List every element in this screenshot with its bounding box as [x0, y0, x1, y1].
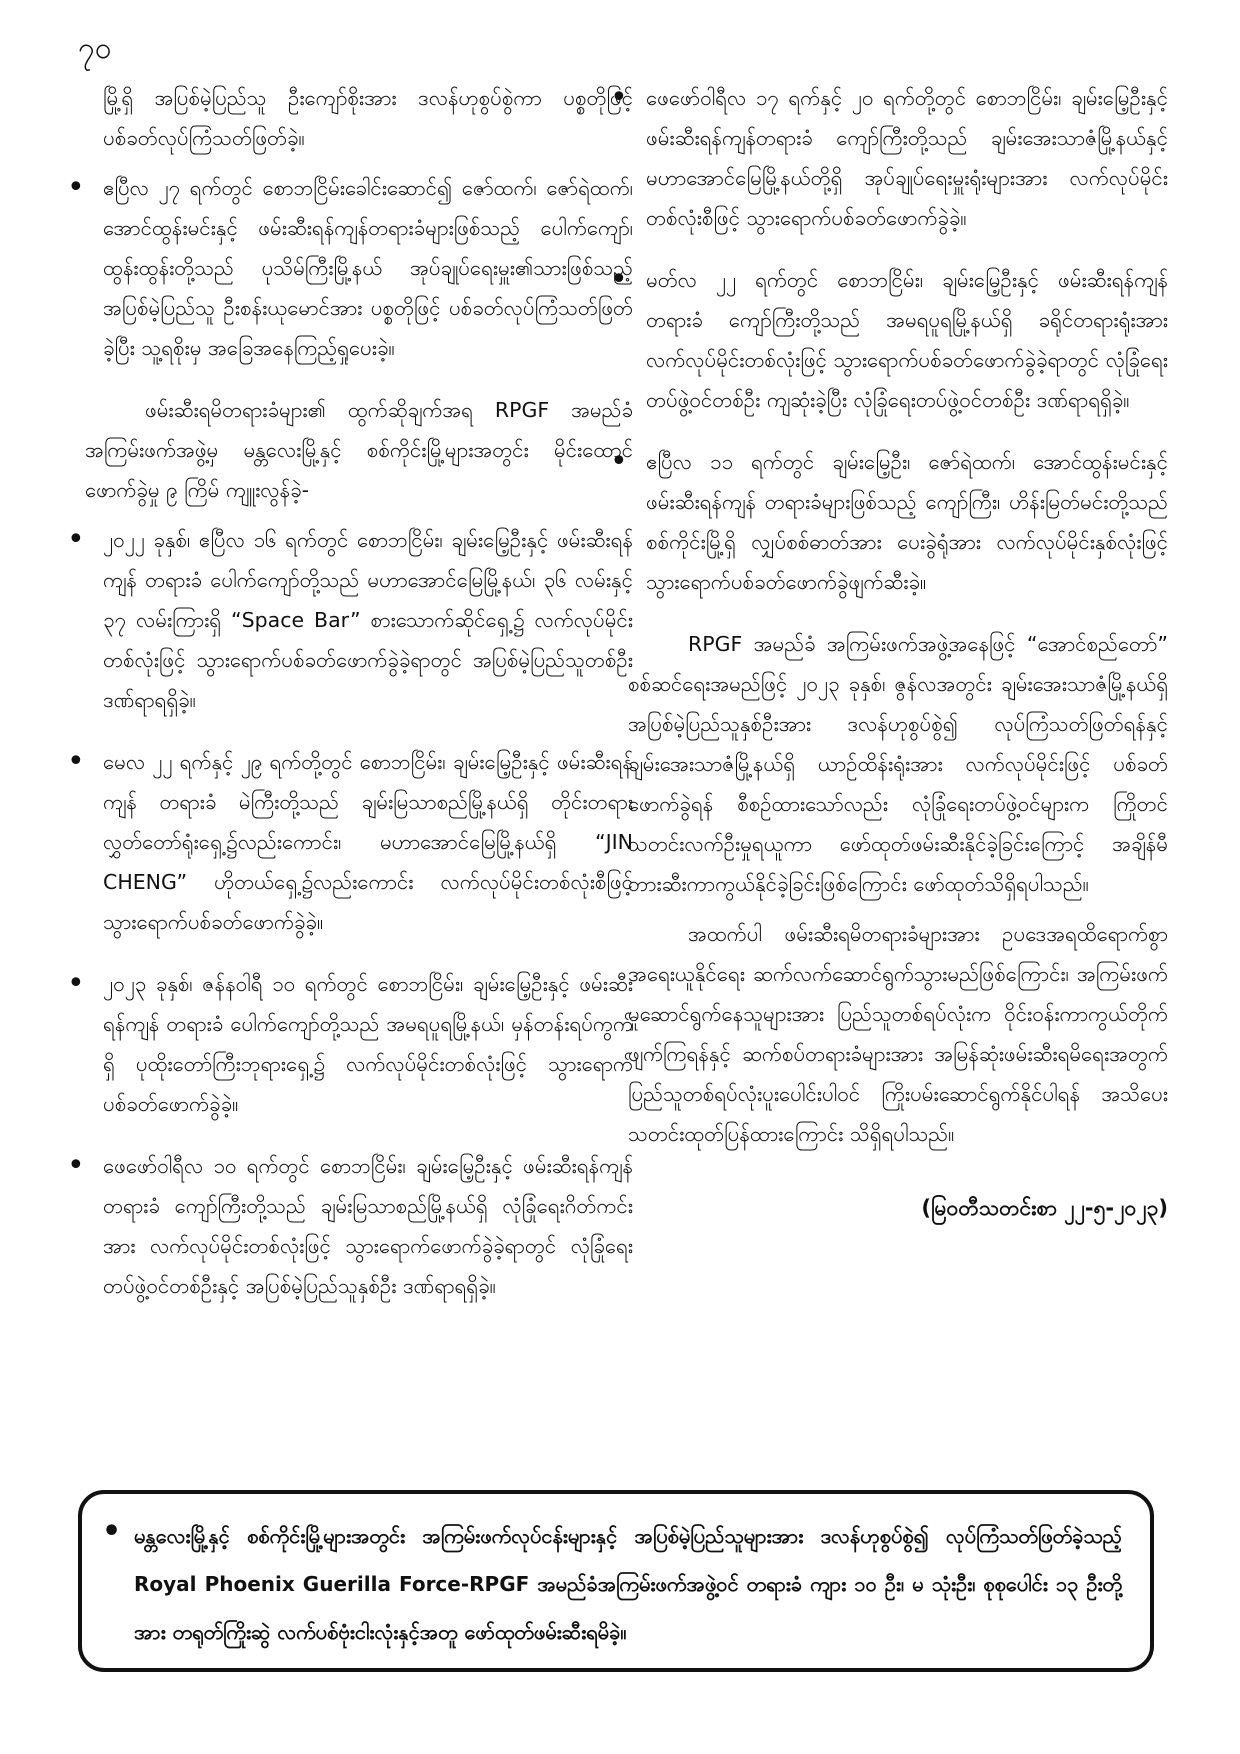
- bullet-item: • ဧပြီလ ၂၇ ရက်တွင် စောဘငြိမ်းခေါင်းဆောင်၍ ဇော်ထက်၊ ဇော်ရဲထက်၊ အောင်ထွန်းမင်းနှင့် ဖမ်းဆီးရန်ကျန်တရားခံများဖြစ်သည့် ပေါက်ကျော်၊ ထွန်းထွန်းတို့သည် ပုသိမ်ကြီးမြို့နယ် အုပ်ချုပ်ရေးမှူး၏သားဖြစ်သည့် အပြစ်မဲ့ပြည်သူ ဦးစန်းယုမောင်အား ပစ္စတိုဖြင့် ပစ်ခတ်လုပ်ကြံသတ်ဖြတ်ခဲ့ပြီး သူ့ရစိုးမှ အခြေအနေကြည့်ရှုပေးခဲ့။: [85, 168, 633, 368]
- summary-box: [78, 1490, 1154, 1672]
- paragraph: ဖမ်းဆီးရမိတရားခံများ၏ ထွက်ဆိုချက်အရ RPGF အမည်ခံအကြမ်းဖက်အဖွဲ့မှ မန္တလေးမြို့နှင့် စစ်ကိုင်းမြို့များအတွင်း မိုင်းထောင်ဖောက်ခွဲမှု ၉ ကြိမ် ကျူးလွန်ခဲ့-: [85, 398, 633, 502]
- left-column: [85, 78, 633, 1328]
- page-number: ၇၀: [78, 31, 112, 66]
- right-column: [628, 78, 1168, 1249]
- bullet-item: • ဖေဖော်ဝါရီလ ၁၀ ရက်တွင် စောဘငြိမ်း၊ ချမ်းမြေ့ဦးနှင့် ဖမ်းဆီးရန်ကျန် တရားခံ ကျော်ကြီးတို့သည် ချမ်းမြသာစည်မြို့နယ်ရှိ လုံခြုံရေးဂိတ်ကင်းအား လက်လုပ်မိုင်းတစ်လုံးဖြင့် သွားရောက်ဖောက်ခွဲခဲ့ရာတွင် လုံခြုံရေးတပ်ဖွဲ့ဝင်တစ်ဦးနှင့် အပြစ်မဲ့ပြည်သူနှစ်ဦး ဒဏ်ရာရရှိခဲ့။: [85, 1146, 633, 1306]
- bullet-item: • ဧပြီလ ၁၁ ရက်တွင် ချမ်းမြေ့ဦး၊ ဇော်ရဲထက်၊ အောင်ထွန်းမင်းနှင့် ဖမ်းဆီးရန်ကျန် တရားခံများဖြစ်သည့် ကျော်ကြီး၊ ဟိန်းမြတ်မင်းတို့သည် စစ်ကိုင်းမြို့ရှိ လျှပ်စစ်ဓာတ်အား ပေးခွဲရုံအား လက်လုပ်မိုင်းနှစ်လုံးဖြင့် သွားရောက်ပစ်ခတ်ဖောက်ခွဲဖျက်ဆီးခဲ့။: [628, 442, 1168, 602]
- paragraph: မြို့ရှိ အပြစ်မဲ့ပြည်သူ ဦးကျော်စိုးအား ဒလန်ဟုစွပ်စွဲကာ ပစ္စတိုဖြင့် ပစ်ခတ်လုပ်ကြံသတ်ဖြတ်ခဲ့။: [103, 86, 633, 150]
- source-citation: (မြဝတီသတင်းစာ ၂၂-၅-၂၀၂၃): [921, 1196, 1168, 1220]
- bullet-item: • ၂၀၂၂ ခုနှစ်၊ ဧပြီလ ၁၆ ရက်တွင် စောဘငြိမ်း၊ ချမ်းမြေ့ဦးနှင့် ဖမ်းဆီးရန်ကျန် တရားခံ ပေါက်ကျော်တို့သည် မဟာအောင်မြေမြို့နယ်၊ ၃၆ လမ်းနှင့် ၃၇ လမ်းကြားရှိ “Space Bar” စားသောက်ဆိုင်ရှေ့၌ လက်လုပ်မိုင်းတစ်လုံးဖြင့် သွားရောက်ပစ်ခတ်ဖောက်ခွဲခဲ့ရာတွင် အပြစ်မဲ့ပြည်သူတစ်ဦး ဒဏ်ရာရရှိခဲ့။: [85, 520, 633, 720]
- bullet-item: • မေလ ၂၂ ရက်နှင့် ၂၉ ရက်တို့တွင် စောဘငြိမ်း၊ ချမ်းမြေ့ဦးနှင့် ဖမ်းဆီးရန်ကျန် တရားခံ မဲကြီးတို့သည် ချမ်းမြသာစည်မြို့နယ်ရှိ တိုင်းတရားလွှတ်တော်ရုံးရှေ့၌လည်းကောင်း၊ မဟာအောင်မြေမြို့နယ်ရှိ “JIN CHENG” ဟိုတယ်ရှေ့၌လည်းကောင်း လက်လုပ်မိုင်းတစ်လုံးစီဖြင့် သွားရောက်ပစ်ခတ်ဖောက်ခွဲခဲ့။: [85, 742, 633, 942]
- paragraph: အထက်ပါ ဖမ်းဆီးရမိတရားခံများအား ဥပဒေအရထိရောက်စွာအရေးယူနိုင်ရေး ဆက်လက်ဆောင်ရွက်သွားမည်ဖြစ်ကြောင်း၊ အကြမ်းဖက်မှုဆောင်ရွက်နေသူများအား ပြည်သူတစ်ရပ်လုံးက ဝိုင်းဝန်းကာကွယ်တိုက်ဖျက်ကြရန်နှင့် ဆက်စပ်တရားခံများအား အမြန်ဆုံးဖမ်းဆီးရမိရေးအတွက် ပြည်သူတစ်ရပ်လုံးပူးပေါင်းပါဝင် ကြိုးပမ်းဆောင်ရွက်နိုင်ပါရန် အသိပေးသတင်းထုတ်ပြန်ထားကြောင်း သိရှိရပါသည်။: [628, 922, 1168, 1146]
- summary-text: • မန္တလေးမြို့နှင့် စစ်ကိုင်းမြို့များအတွင်း အကြမ်းဖက်လုပ်ငန်းများနှင့် အပြစ်မဲ့ပြည်သူများအား ဒလန်ဟုစွပ်စွဲ၍ လုပ်ကြံသတ်ဖြတ်ခဲ့သည့် Royal Phoenix Guerilla Force-RPGF အမည်ခံအကြမ်းဖက်အဖွဲ့ဝင် တရားခံ ကျား ၁၀ ဦး၊ မ သုံးဦး၊ စုစုပေါင်း ၁၃ ဦးတို့အား တရုတ်ကြိုးဆွဲ လက်ပစ်ဗုံးငါးလုံးနှင့်အတူ ဖော်ထုတ်ဖမ်းဆီးရမိခဲ့။: [134, 1512, 1122, 1656]
- paragraph: RPGF အမည်ခံ အကြမ်းဖက်အဖွဲ့အနေဖြင့် “အောင်စည်တော်” စစ်ဆင်ရေးအမည်ဖြင့် ၂၀၂၃ ခုနှစ်၊ ဇွန်လအတွင်း ချမ်းအေးသာဇံမြို့နယ်ရှိ အပြစ်မဲ့ပြည်သူနှစ်ဦးအား ဒလန်ဟုစွပ်စွဲ၍ လုပ်ကြံသတ်ဖြတ်ရန်နှင့် ချမ်းအေးသာဇံမြို့နယ်ရှိ ယာဉ်ထိန်းရုံးအား လက်လုပ်မိုင်းဖြင့် ပစ်ခတ်ဖောက်ခွဲရန် စီစဉ်ထားသော်လည်း လုံခြုံရေးတပ်ဖွဲ့ဝင်များက ကြိုတင်သတင်းလက်ဦးမှုရယူကာ ဖော်ထုတ်ဖမ်းဆီးနိုင်ခဲ့ခြင်းကြောင့် အချိန်မီ တားဆီးကာကွယ်နိုင်ခဲ့ခြင်းဖြစ်ကြောင်း ဖော်ထုတ်သိရှိရပါသည်။: [628, 632, 1168, 896]
- bullet-item: • ဖေဖော်ဝါရီလ ၁၇ ရက်နှင့် ၂၀ ရက်တို့တွင် စောဘငြိမ်း၊ ချမ်းမြေ့ဦးနှင့် ဖမ်းဆီးရန်ကျန်တရားခံ ကျော်ကြီးတို့သည် ချမ်းအေးသာဇံမြို့နယ်နှင့် မဟာအောင်မြေမြို့နယ်တို့ရှိ အုပ်ချုပ်ရေးမှူးရုံးများအား လက်လုပ်မိုင်းတစ်လုံးစီဖြင့် သွားရောက်ပစ်ခတ်ဖောက်ခွဲခဲ့။: [628, 78, 1168, 238]
- bullet-item: • ၂၀၂၃ ခုနှစ်၊ ဇန်နဝါရီ ၁၀ ရက်တွင် စောဘငြိမ်း၊ ချမ်းမြေ့ဦးနှင့် ဖမ်းဆီးရန်ကျန် တရားခံ ပေါက်ကျော်တို့သည် အမရပူရမြို့နယ်၊ မှန်တန်းရပ်ကွက်ရှိ ပုထိုးတော်ကြီးဘုရားရှေ့၌ လက်လုပ်မိုင်းတစ်လုံးဖြင့် သွားရောက်ပစ်ခတ်ဖောက်ခွဲခဲ့။: [85, 964, 633, 1124]
- bullet-item: • မတ်လ ၂၂ ရက်တွင် စောဘငြိမ်း၊ ချမ်းမြေ့ဦးနှင့် ဖမ်းဆီးရန်ကျန် တရားခံ ကျော်ကြီးတို့သည် အမရပူရမြို့နယ်ရှိ ခရိုင်တရားရုံးအား လက်လုပ်မိုင်းတစ်လုံးဖြင့် သွားရောက်ပစ်ခတ်ဖောက်ခွဲခဲ့ရာတွင် လုံခြုံရေးတပ်ဖွဲ့ဝင်တစ်ဦး ကျဆုံးခဲ့ပြီး လုံခြုံရေးတပ်ဖွဲ့ဝင်တစ်ဦး ဒဏ်ရာရရှိခဲ့။: [628, 260, 1168, 420]
